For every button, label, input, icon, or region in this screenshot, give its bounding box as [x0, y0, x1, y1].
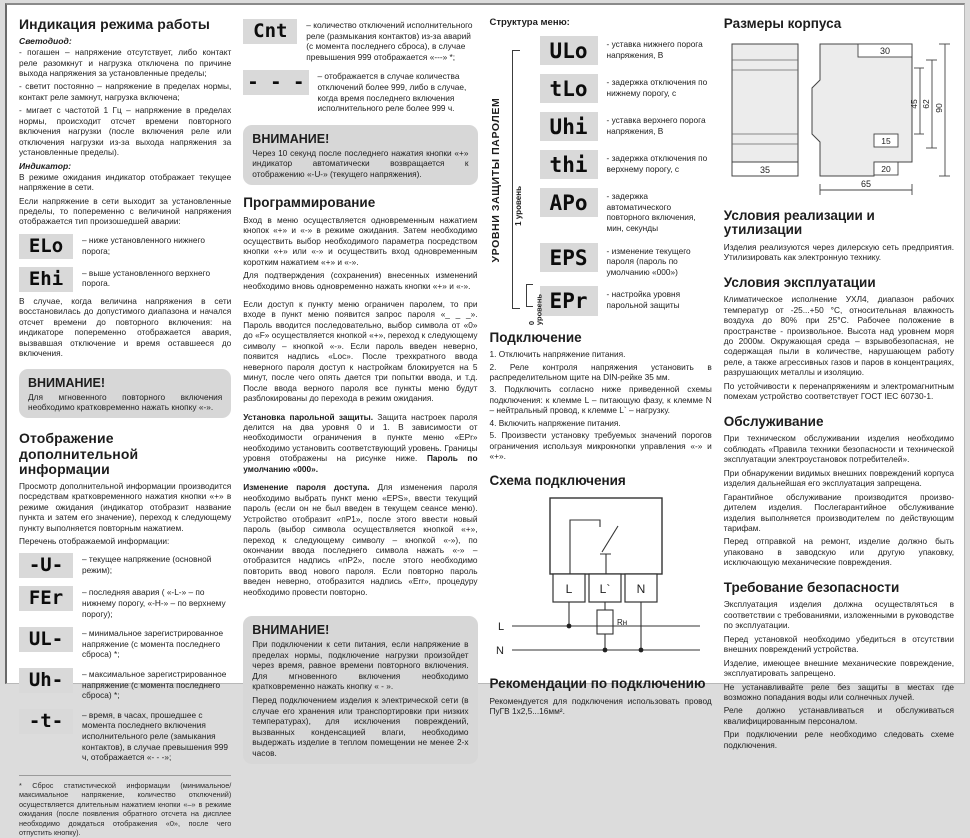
level-brackets: [506, 36, 544, 326]
alarm-code-row: [19, 234, 231, 259]
manual-page: [5, 3, 965, 838]
dimensions-drawing-svg: [724, 38, 952, 200]
section-title-dimensions: Размеры корпуса: [723, 16, 842, 31]
connection-step: 4. Включить напряжение питания.: [489, 417, 621, 428]
dimensions-drawing: [724, 38, 954, 205]
menu-item: [540, 112, 712, 141]
section-title-service: Обслуживание: [723, 413, 824, 429]
junction-dot: [566, 624, 571, 629]
column-indication: [19, 15, 232, 838]
led-paragraph: - мигает с частотой 1 Гц – напряжение в пределах нормы, происходит отсчет времени повторного включения нагрузки (после включения реле или отключения нагрузки из-за выхода напряжения за установленные пределы).: [19, 105, 232, 158]
column-menu-connection: [489, 15, 712, 717]
seven-seg-code-ehi: Ehi: [19, 267, 73, 292]
section-title-programming: Программирование: [243, 195, 376, 211]
usage-paragraph: По устойчивости к перенапряжениям и электромагнитным помехам устройство соответствует ГОСТ IEC 60730-1.: [723, 380, 955, 402]
seven-seg-code-uh: Uh-: [19, 668, 73, 693]
safety-paragraph: Реле должно устанавливаться и обслуживаться квалифицированным персоналом.: [723, 705, 955, 726]
seven-seg-code-ulo: ULo: [540, 36, 598, 65]
section-title-usage: Условия эксплуатации: [723, 274, 876, 290]
password-change-lead: Изменение пароля доступа.: [243, 482, 370, 493]
safety-paragraph: Перед установкой необходимо убедиться в отсутствии внешних повреждений устройства.: [723, 633, 955, 655]
seven-seg-code-cnt: Cnt: [243, 19, 297, 44]
wiring-diagram-svg: [490, 494, 708, 666]
programming-paragraph: Вход в меню осуществляется одновременным нажатием кнопок «+» и «-» в режиме ожидания. Затем необходимо осуществить выбор необходимого параметра посредством кнопки «+» или «-» и осуществить вход одновременным коротким нажатием «+» и «-».: [243, 214, 478, 267]
menu-item-desc: - уставка нижнего порога напряжения, В: [606, 39, 703, 60]
info-code-desc: – минимальное зарегистрированное напряжение (с момента последнего сброса) *;: [82, 628, 224, 660]
info-code-row: [19, 668, 231, 701]
counter-code-desc: – отображается в случае количества отключений более 999, либо в случае, когда время последнего включения исполнительного реле более 999 ч.: [317, 71, 467, 114]
warning-text: Для мгновенного повторного включения необходимо кратковременно нажать кнопку «-».: [28, 391, 223, 412]
dim-90: 90: [933, 102, 944, 113]
connection-step: 2. Реле контроля напряжения установить в распределительном щите на DIN-рейке 35 мм.: [489, 361, 712, 382]
service-paragraph: При обнаружении видимых внешних повреждений корпуса изделия дальнейшая его эксплуатация запрещена.: [723, 467, 955, 489]
menu-structure-title: Структура меню:: [489, 17, 570, 28]
seven-seg-code-epr: EPr: [540, 286, 598, 315]
dim-65: 65: [860, 178, 871, 189]
menu-item: [540, 74, 712, 103]
info-code-desc: – максимальное зарегистрированное напряжение (с момента последнего сброса) *;: [82, 669, 227, 701]
led-label: Светодиод:: [19, 36, 72, 47]
seven-seg-code-dashes: - - -: [243, 70, 308, 95]
menu-item: [540, 150, 712, 179]
connection-step: 3. Подключить согласно ниже приведенной схемы подключения: к клемме L – питающую фазу, к клемме N – нейтральный провод, к клемме L` – нагрузку.: [489, 384, 712, 416]
indicator-paragraph: Если напряжение в сети выходит за установленные пределы, то попеременно с величиной напряжения отображается тип произошедшей аварии:: [19, 195, 232, 227]
safety-paragraph: При подключении реле необходимо следовать схеме подключения.: [723, 729, 955, 750]
seven-seg-code-eps: EPS: [540, 243, 598, 272]
programming-paragraph: Для подтверждения (сохранения) внесенных изменений необходимо вновь одновременно нажать кнопки «+» и «-».: [243, 270, 478, 291]
menu-item-desc: - изменение текущего пароля (пароль по умолчанию «000»): [606, 245, 691, 277]
recommendations-text: Рекомендуется для подключения использовать провод ПуГВ 1х2,5...16мм².: [489, 695, 712, 717]
menu-item-desc: - задержка отключения по нижнему порогу, с: [606, 77, 708, 98]
warning-box-2: [243, 125, 477, 185]
password-setup-text: Защита настроек пароля делится на два уровня 0 и 1. В зависимости от необходимости ограничения в пункте меню «EPr» необходимо установить соответствующий уровень. Границы уровня отображены на рисунке ниже.: [243, 411, 478, 464]
line-label-l: L: [497, 621, 504, 634]
restore-paragraph: В случае, когда величина напряжения в сети восстановилась до допустимого диапазона и начался отсчет времени до повторного включения: на индикаторе попеременно отображается авария, вызвавшая отключение и время оставшееся до включения.: [19, 295, 232, 359]
connection-steps: [490, 349, 712, 464]
section-title-safety: Требование безопасности: [723, 579, 900, 595]
password-levels-label: УРОВНИ ЗАЩИТЫ ПАРОЛЕМ: [489, 97, 502, 263]
menu-item-desc: - уставка верхнего порога напряжения, В: [606, 115, 706, 136]
load-resistor: [597, 610, 613, 634]
indicator-paragraph: В режиме ожидания индикатор отображает текущее напряжение в сети.: [19, 171, 232, 193]
load-label: Rн: [616, 618, 627, 628]
extra-info-paragraph: Перечень отображаемой информации:: [19, 536, 170, 546]
led-paragraph: - светит постоянно – напряжение в пределах нормы, контакт реле замкнут, нагрузка включена;: [19, 81, 232, 102]
password-default-note: Пароль по умолчанию «000».: [243, 453, 478, 474]
level0-label: 0 уровень: [526, 294, 544, 326]
junction-dot: [602, 648, 607, 653]
seven-seg-code-uhi: Uhi: [540, 112, 598, 141]
seven-seg-code-elo: ELo: [19, 234, 73, 259]
warning-title: ВНИМАНИЕ!: [252, 131, 330, 146]
terminal-label-l: L: [565, 582, 572, 597]
info-code-row: [19, 553, 231, 578]
seven-seg-code-thi: thi: [540, 150, 598, 179]
warning-title: ВНИМАНИЕ!: [28, 375, 105, 390]
column-specs: [723, 15, 955, 750]
safety-paragraph: Не устанавливайте реле без защиты в местах где возможно попадания воды или солнечных лучей.: [723, 681, 955, 702]
level1-label: 1 уровень: [513, 186, 523, 226]
service-paragraph: Гарантийное обслуживание производится произво- дителем изделия. Послегарантийное обслуживание изделия выполняется производителем по действующим тарифам.: [723, 491, 955, 533]
wiring-diagram: [490, 494, 712, 671]
counter-code-row: [243, 70, 477, 113]
usage-paragraph: Климатическое исполнение УХЛ4, диапазон рабочих температур от -25...+50 °С, относительная влажность воздуха до 80% при 25°С. Рабочее положение в пространстве - произвольное. Высота над уровнем моря до 2000м. Окружающая среда – взрывобезопасная, не содержащая пыли в количестве, нарушающем работу реле, а также агрессивных газов и паров в концентрациях, разрушающих металлы и изоляцию.: [723, 294, 955, 378]
counter-code-desc: – количество отключений исполнительного реле (размыкания контактов) из-за аварий (с момента последнего сброса), в случае превышения 999 отображается «---» *;: [306, 20, 473, 62]
dim-20: 20: [881, 163, 891, 174]
level1-bracket: [512, 50, 520, 309]
menu-structure-diagram: [490, 36, 712, 325]
section-title-recommendations: Рекомендации по подключению: [489, 676, 706, 692]
password-setup-lead: Установка парольной защиты.: [243, 411, 374, 422]
info-code-row: [19, 627, 231, 660]
menu-item: [540, 243, 712, 278]
connection-step: 5. Произвести установку требуемых значений порогов ограничения используя микрокнопки управления «-» и «+».: [489, 430, 712, 462]
menu-item-desc: - задержка отключения по верхнему порогу, с: [606, 153, 708, 174]
menu-item: [540, 286, 712, 315]
warning-text: Перед подключением изделия к электрической сети (в случае его хранения или транспортировки при низких температурах), для исключения повреждений, вызванных конденсацией влаги, необходимо выдержать изделие в теплом помещении не менее 2-х часов.: [252, 695, 469, 758]
front-width-dim: 35: [759, 164, 770, 175]
menu-item: [540, 36, 712, 65]
column-programming: [243, 15, 478, 758]
counter-code-row: [243, 19, 477, 62]
line-label-n: N: [495, 645, 504, 658]
seven-seg-code-u: -U-: [19, 553, 73, 578]
sale-text: Изделия реализуются через дилерскую сеть предприятия. Утилизировать как электронную технику.: [723, 241, 955, 263]
menu-item-desc: - задержка автоматического повторного включения, мин, секунды: [606, 191, 696, 234]
led-paragraph: - погашен – напряжение отсутствует, либо контакт реле разомкнут и нагрузка отключена по причине выхода напряжения за установленные пределы;: [19, 47, 232, 79]
extra-info-paragraph: Просмотр дополнительной информации производится посредствам кратковременного нажатия кнопки «+» в режиме ожидания (индикатор отобразит название пункта и затем его значение), переход к следующему пункту выполняется повторным нажатием.: [19, 480, 232, 533]
service-paragraph: При техническом обслуживании изделия необходимо соблюдать «Правила техники безопасности и технической эксплуатации электроустановок потребителей».: [723, 433, 955, 465]
dim-30: 30: [879, 45, 890, 56]
info-code-desc: – текущее напряжение (основной режим);: [82, 554, 212, 576]
info-code-row: [19, 709, 231, 763]
password-change-paragraph: [243, 482, 477, 597]
warning-box-1: [19, 369, 231, 419]
seven-seg-code-ul: UL-: [19, 627, 73, 652]
menu-item-desc: - настройка уровня парольной защиты: [606, 289, 681, 311]
programming-paragraph: Если доступ к пункту меню ограничен паролем, то при входе в пункт меню появится запрос пароля «_ _ _». Пароль вводится последовательно, выбор символа от «0» до «F» осуществляется кнопкой «+», переход к следующему символу – кнопкой «-». Если пароль введен неверно, появится надпись «Loc». После трехкратного ввода неверного пароля доступ к настройкам блокируется на 5 минут, после чего опять дается три попытки ввода, и т.д. После ввода верного пароля все пункты меню будут разблокированы до перехода в режим ожидания.: [243, 298, 478, 404]
alarm-code-desc: – выше установленного верхнего порога.: [82, 267, 211, 289]
seven-seg-code-t: -t-: [19, 709, 73, 734]
warning-text: Через 10 секунд после последнего нажатия кнопки «+» индикатор автоматически возвращается к отображению «-U-» (текущего напряжения).: [252, 147, 469, 179]
seven-seg-code-tlo: tLo: [540, 74, 598, 103]
seven-seg-code-fer: FEr: [19, 586, 73, 611]
menu-item-list: [540, 36, 712, 325]
side-view-body: [812, 44, 912, 176]
info-code-desc: – последняя авария ( «-L-» – по нижнему порогу, «-H-» – по верхнему порогу);: [82, 587, 226, 619]
warning-text: При подключении к сети питания, если напряжение в пределах нормы, подключение нагрузки произойдет через время, равное времени повторного включения. Для мгновенного включения необходимо кратковременно нажать кнопку « - ».: [252, 639, 469, 692]
terminal-label-l2: L`: [599, 582, 610, 597]
info-code-row: [19, 586, 231, 619]
section-title-indication: Индикация режима работы: [19, 16, 210, 32]
connection-step: 1. Отключить напряжение питания.: [489, 349, 626, 360]
terminal-label-n: N: [636, 582, 645, 597]
footnote-divider: [19, 775, 231, 776]
safety-paragraph: Эксплуатация изделия должна осуществляться в соответствии с требованиями, изложенными в руководстве по эксплуатации.: [723, 599, 955, 631]
section-title-scheme: Схема подключения: [489, 472, 626, 488]
safety-paragraph: Изделие, имеющее внешние механические повреждение, эксплуатировать запрещено.: [723, 657, 955, 679]
footnote-text: * Сброс статистической информации (минимальное/ максимальное напряжение, количество отключений) осуществляется длительным нажатием кнопки «–» в режиме ожидания (после появления обратного отсчета на дисплее необходимо дождаться отображения «0», после чего отпустить кнопку).: [19, 780, 232, 838]
service-paragraph: Перед отправкой на ремонт, изделие должно быть упаковано в заводскую или другую упаковку, исключающую механические повреждения.: [723, 536, 955, 568]
password-change-text: Для изменения пароля необходимо выбрать пункт меню «EPS», ввести текущий пароль (если он не был введен в текущем сеансе меню). Устройство отобразит «пР1», после этого ввести новый пароль (выбор символа осуществляется кнопкой «+», переход к следующему символу – кнопкой «-»), по окончании ввода последнего символа нажать «-» – отобразится надпись «пР2», после этого необходимо повторить ввод нового пароля. Если повторно пароль введен неверно, отобразится надпись «Err», процедуру необходимо провести повторно.: [243, 482, 478, 597]
seven-seg-code-apo: APo: [540, 188, 598, 217]
dim-62: 62: [920, 98, 931, 109]
alarm-code-row: [19, 267, 231, 292]
password-setup-paragraph: [243, 412, 477, 475]
menu-item: [540, 188, 712, 233]
warning-box-3: [243, 616, 477, 764]
section-title-connection: Подключение: [489, 329, 582, 345]
junction-dot: [638, 648, 643, 653]
dim-15: 15: [881, 135, 891, 146]
section-title-extra-info: Отображение дополнительной информации: [19, 430, 139, 477]
info-code-desc: – время, в часах, прошедшее с момента последнего включения исполнительного реле (замыкания контактов), в случае превышения 999 ч, отображается «- - -»;: [82, 709, 228, 763]
indicator-label: Индикатор:: [19, 160, 72, 171]
section-title-sale: Условия реализации и утилизации: [723, 207, 875, 238]
alarm-code-desc: – ниже установленного нижнего порога;: [82, 234, 205, 256]
dim-45: 45: [908, 98, 919, 109]
warning-title: ВНИМАНИЕ!: [252, 623, 330, 638]
